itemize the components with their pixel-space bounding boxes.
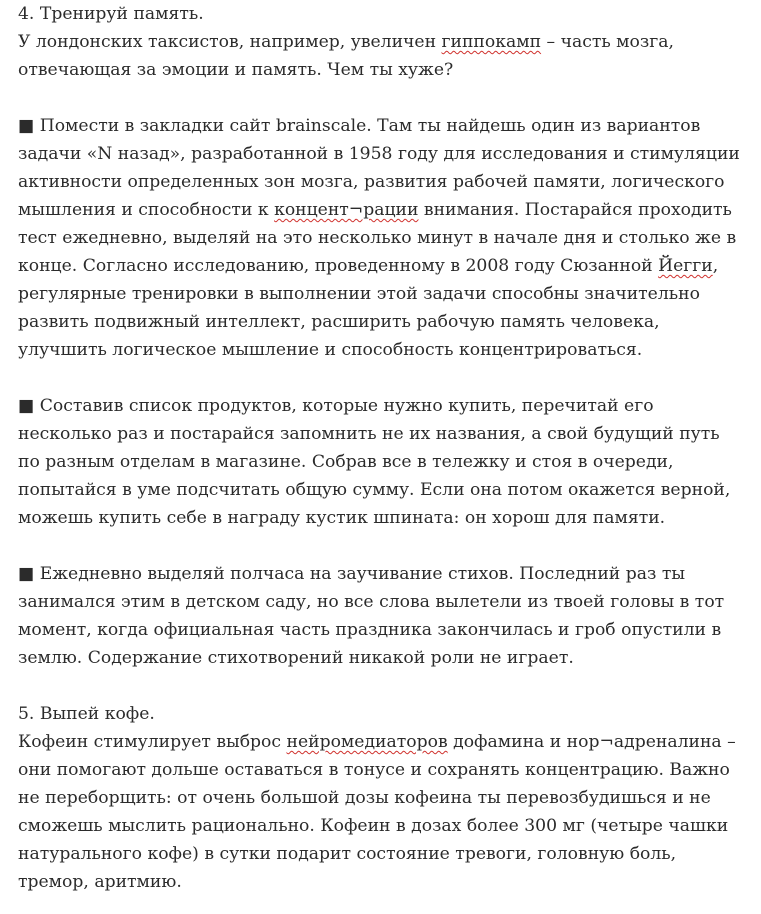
- text-line: [18, 252, 758, 280]
- text-span: У лондонских таксистов, например, увеличен: [18, 32, 442, 52]
- section-heading: 4. Тренируй память.: [18, 4, 204, 24]
- text-line: по разным отделам в магазине. Собрав все в тележку и стоя в очереди,: [18, 452, 674, 472]
- text-line: сможешь мыслить рационально. Кофеин в дозах более 300 мг (четыре чашки: [18, 816, 729, 836]
- paragraph-gap: [18, 672, 758, 700]
- text-line: момент, когда официальная часть праздника закончилась и гроб опустили в: [18, 620, 722, 640]
- text-line: тест ежедневно, выделяй на это несколько минут в начале дня и столько же в: [18, 228, 737, 248]
- spellcheck-word[interactable]: нейромедиаторов: [286, 732, 448, 752]
- section-heading: 5. Выпей кофе.: [18, 704, 155, 724]
- text-line: тремор, аритмию.: [18, 872, 182, 892]
- text-line: ■ Ежедневно выделяй полчаса на заучивание стихов. Последний раз ты: [18, 564, 686, 584]
- section-5: [18, 700, 758, 896]
- text-line: натурального кофе) в сутки подарит состояние тревоги, головную боль,: [18, 844, 677, 864]
- bullet-paragraph-1: [18, 112, 758, 364]
- bullet-paragraph-2: [18, 392, 758, 532]
- text-line: несколько раз и постарайся запомнить не их названия, а свой будущий путь: [18, 424, 720, 444]
- paragraph-gap: [18, 364, 758, 392]
- text-line: [18, 196, 758, 224]
- text-line: задачи «N назад», разработанной в 1958 году для исследования и стимуляции: [18, 144, 740, 164]
- document-body: [18, 0, 758, 896]
- text-line: активности определенных зон мозга, развития рабочей памяти, логического: [18, 172, 725, 192]
- text-line: не переборщить: от очень большой дозы кофеина ты перевозбудишься и не: [18, 788, 711, 808]
- text-line: [18, 28, 758, 56]
- text-span: конце. Согласно исследованию, проведенному в 2008 году Сюзанной: [18, 256, 659, 276]
- text-span: внимания. Постарайся проходить: [418, 200, 732, 220]
- text-span: дофамина и нор¬адреналина –: [447, 732, 736, 752]
- spellcheck-word[interactable]: концент¬рации: [274, 200, 419, 220]
- text-line: можешь купить себе в награду кустик шпината: он хорош для памяти.: [18, 508, 666, 528]
- text-line: [18, 728, 758, 756]
- text-span: – часть мозга,: [541, 32, 674, 52]
- text-span: мышления и способности к: [18, 200, 275, 220]
- text-line: ■ Составив список продуктов, которые нужно купить, перечитай его: [18, 396, 654, 416]
- text-span: ,: [712, 256, 719, 276]
- text-line: регулярные тренировки в выполнении этой задачи способны значительно: [18, 284, 700, 304]
- section-4: [18, 0, 758, 84]
- text-line: отвечающая за эмоции и память. Чем ты хуже?: [18, 60, 454, 80]
- bullet-paragraph-3: [18, 560, 758, 672]
- text-line: ■ Помести в закладки сайт brainscale. Там ты найдешь один из вариантов: [18, 116, 701, 136]
- spellcheck-word[interactable]: гиппокамп: [441, 32, 542, 52]
- text-line: землю. Содержание стихотворений никакой роли не играет.: [18, 648, 574, 668]
- text-span: Кофеин стимулирует выброс: [18, 732, 287, 752]
- text-line: улучшить логическое мышление и способность концентрироваться.: [18, 340, 643, 360]
- text-line: они помогают дольше оставаться в тонусе и сохранять концентрацию. Важно: [18, 760, 730, 780]
- spellcheck-word[interactable]: Йегги: [658, 256, 713, 276]
- text-line: развить подвижный интеллект, расширить рабочую память человека,: [18, 312, 660, 332]
- text-line: попытайся в уме подсчитать общую сумму. Если она потом окажется верной,: [18, 480, 731, 500]
- paragraph-gap: [18, 84, 758, 112]
- paragraph-gap: [18, 532, 758, 560]
- text-line: занимался этим в детском саду, но все слова вылетели из твоей головы в тот: [18, 592, 725, 612]
